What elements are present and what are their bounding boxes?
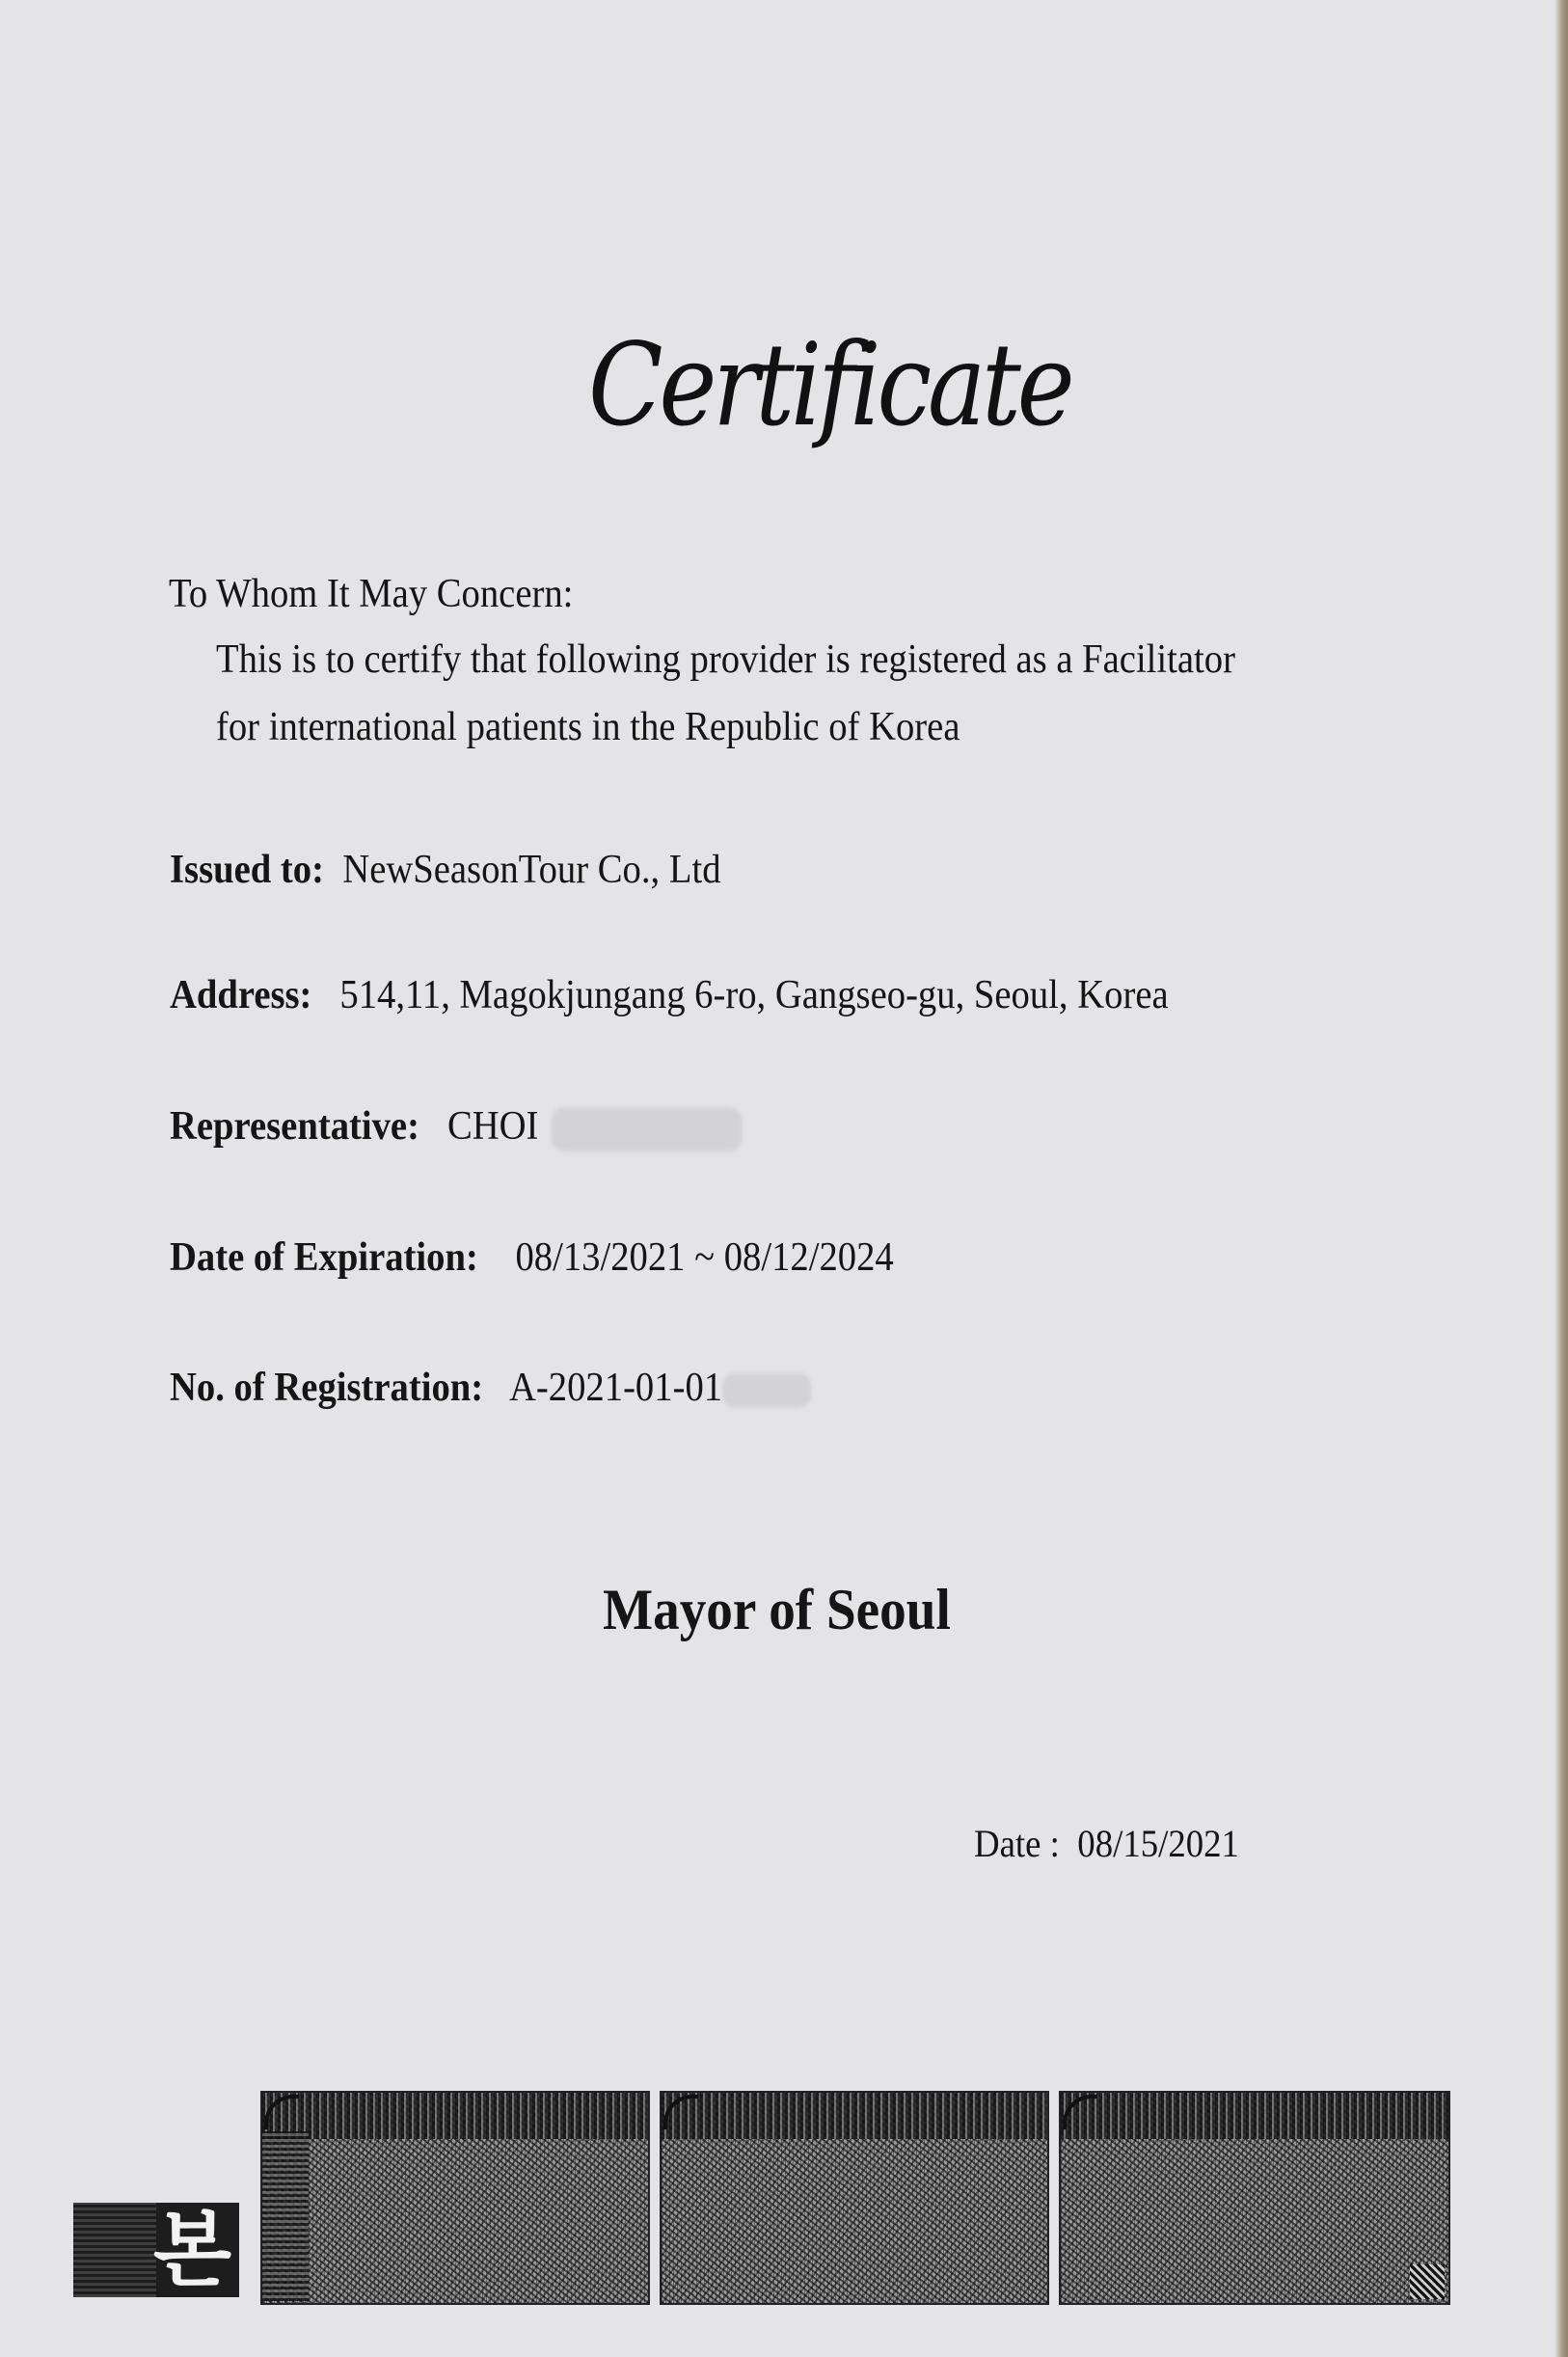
field-value: 08/13/2021 ~ 08/12/2024 bbox=[515, 1235, 894, 1280]
original-seal-stamp bbox=[73, 2203, 239, 2297]
field-label: No. of Registration: bbox=[170, 1366, 484, 1410]
code-corner-mark bbox=[663, 2095, 698, 2129]
date-label: Date : bbox=[974, 1822, 1060, 1865]
redaction-blur bbox=[722, 1373, 811, 1408]
field-registration-number bbox=[170, 1365, 811, 1411]
field-issued-to bbox=[170, 847, 721, 893]
greeting: To Whom It May Concern: bbox=[169, 572, 574, 616]
field-label: Date of Expiration: bbox=[170, 1235, 478, 1280]
code-corner-mark bbox=[264, 2095, 299, 2129]
seal-pattern bbox=[73, 2203, 156, 2297]
security-code-block bbox=[660, 2091, 1049, 2305]
field-value: NewSeasonTour Co., Ltd bbox=[342, 848, 721, 892]
security-code-block bbox=[1059, 2091, 1450, 2305]
field-value: CHOI bbox=[446, 1104, 539, 1149]
certificate-title: Certificate bbox=[588, 318, 1071, 451]
field-value: 514,11, Magokjungang 6-ro, Gangseo-gu, Seoul, Korea bbox=[339, 973, 1169, 1017]
code-corner-mark bbox=[1063, 2095, 1097, 2129]
paper-edge bbox=[1554, 0, 1568, 2357]
body-line-2: for international patients in the Republic of Korea bbox=[216, 705, 960, 749]
field-label: Issued to: bbox=[170, 848, 324, 892]
field-representative bbox=[170, 1103, 743, 1151]
field-label: Representative: bbox=[170, 1104, 419, 1149]
field-address bbox=[170, 972, 1169, 1018]
seal-glyph: 본 bbox=[152, 2203, 231, 2297]
body-line-1: This is to certify that following provider is registered as a Facilitator bbox=[216, 637, 1235, 682]
redaction-blur bbox=[552, 1107, 743, 1151]
issue-date bbox=[974, 1821, 1239, 1866]
date-value: 08/15/2021 bbox=[1077, 1822, 1239, 1865]
security-code-block bbox=[260, 2091, 650, 2305]
field-label: Address: bbox=[170, 973, 312, 1017]
field-value: A-2021-01-01 bbox=[509, 1366, 723, 1410]
issuer-name: Mayor of Seoul bbox=[603, 1578, 951, 1641]
field-expiration bbox=[170, 1234, 894, 1281]
